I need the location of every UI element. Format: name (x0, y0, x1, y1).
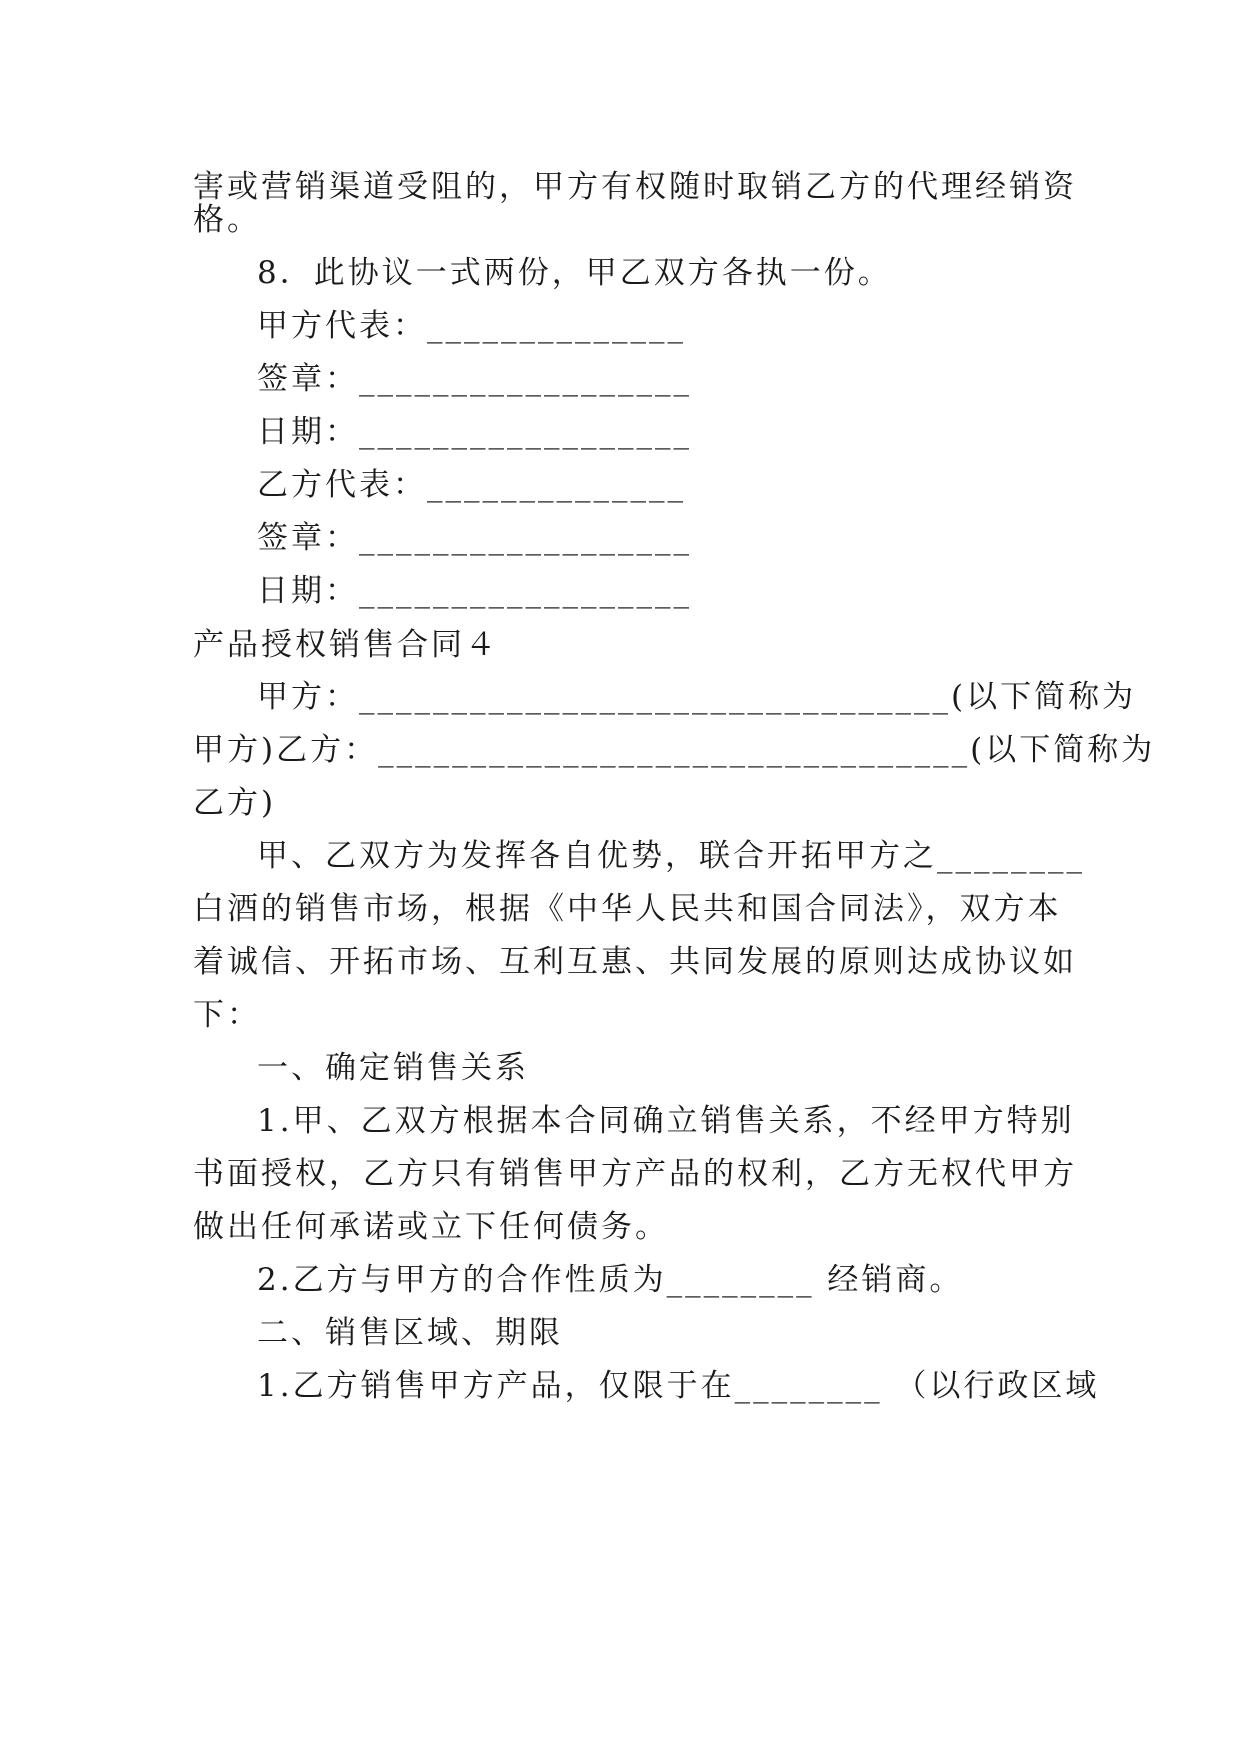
paragraph-line: 乙方) (193, 785, 277, 821)
party-a-seal-field: 签章：__________________ (257, 361, 692, 397)
section-heading-2: 二、销售区域、期限 (257, 1315, 563, 1351)
intro-paragraph-line: 下： (193, 997, 261, 1033)
contract-title: 产品授权销售合同４ (193, 627, 499, 663)
party-b-line: 甲方)乙方：________________________________(以下简称为 (193, 732, 1156, 768)
party-a-date-field: 日期：__________________ (257, 414, 692, 450)
clause-8: 8．此协议一式两份，甲乙双方各执一份。 (257, 255, 892, 291)
clause-2-1: 1.乙方销售甲方产品，仅限于在________ （以行政区域 (257, 1368, 1100, 1404)
party-b-rep-field: 乙方代表：______________ (257, 467, 686, 503)
clause-1-1: 1.甲、乙双方根据本合同确立销售关系，不经甲方特别 (257, 1103, 1075, 1139)
party-a-rep-field: 甲方代表：______________ (257, 308, 686, 344)
party-a-line: 甲方：________________________________(以下简称为 (257, 679, 1137, 715)
party-b-seal-field: 签章：__________________ (257, 520, 692, 556)
clause-1-2: 2.乙方与甲方的合作性质为________ 经销商。 (257, 1262, 964, 1298)
intro-paragraph-line: 着诚信、开拓市场、互利互惠、共同发展的原则达成协议如 (193, 944, 1077, 980)
paragraph-line: 害或营销渠道受阻的，甲方有权随时取销乙方的代理经销资 (193, 169, 1077, 205)
paragraph-line: 格。 (193, 202, 261, 238)
intro-paragraph-line: 白酒的销售市场，根据《中华人民共和国合同法》，双方本 (193, 891, 1062, 927)
party-b-date-field: 日期：__________________ (257, 573, 692, 609)
section-heading-1: 一、确定销售关系 (257, 1050, 529, 1086)
intro-paragraph-line: 甲、乙双方为发挥各自优势，联合开拓甲方之________ (257, 838, 1085, 874)
clause-1-1-cont: 书面授权，乙方只有销售甲方产品的权利，乙方无权代甲方 (193, 1156, 1077, 1192)
clause-1-1-cont: 做出任何承诺或立下任何债务。 (193, 1209, 669, 1245)
